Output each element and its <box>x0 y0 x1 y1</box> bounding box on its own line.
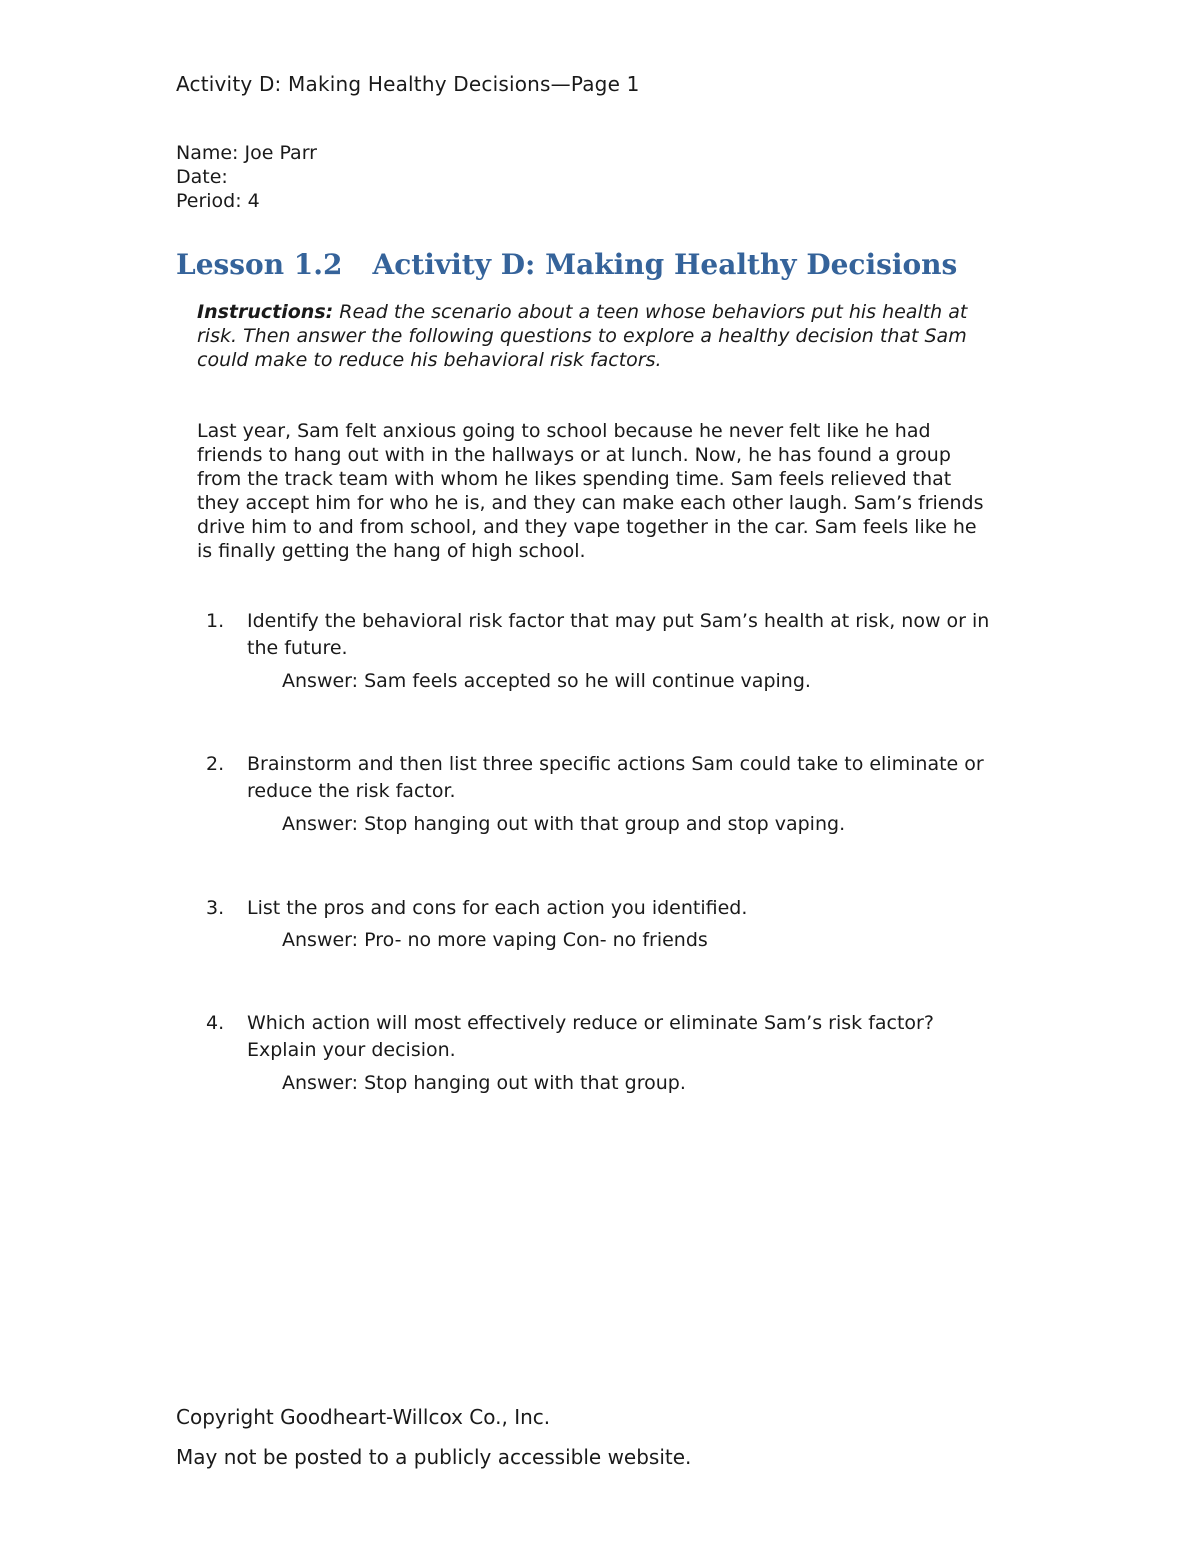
question-1 <box>206 608 1006 662</box>
posting-notice: May not be posted to a publicly accessible website. <box>176 1445 692 1469</box>
question-2 <box>206 751 1006 805</box>
lesson-number: Lesson 1.2 <box>176 248 343 281</box>
copyright-line: Copyright Goodheart-Willcox Co., Inc. <box>176 1405 551 1429</box>
question-text: List the pros and cons for each action you identified. <box>247 897 748 919</box>
answer-1: Answer: Sam feels accepted so he will continue vaping. <box>282 670 811 692</box>
question-number: 3. <box>206 897 225 919</box>
answer-2: Answer: Stop hanging out with that group and stop vaping. <box>282 813 846 835</box>
question-number: 1. <box>206 610 225 632</box>
question-4 <box>206 1010 1006 1064</box>
period-line: Period: 4 <box>176 190 260 212</box>
question-text: Brainstorm and then list three specific actions Sam could take to eliminate or reduce the risk factor. <box>247 753 984 802</box>
question-text: Identify the behavioral risk factor that may put Sam’s health at risk, now or in the future. <box>247 610 990 659</box>
answer-4: Answer: Stop hanging out with that group. <box>282 1072 686 1094</box>
student-name: Name: Joe Parr <box>176 142 317 164</box>
instructions-label: Instructions: <box>197 301 334 323</box>
instructions-text: Read the scenario about a teen whose behaviors put his health at risk. Then answer the following questions to explore a healthy decision that Sam could make to reduce his behavioral risk factors. <box>197 301 968 371</box>
answer-3: Answer: Pro- no more vaping Con- no friends <box>282 929 708 951</box>
question-number: 4. <box>206 1012 225 1034</box>
page-header: Activity D: Making Healthy Decisions—Page 1 <box>176 72 640 96</box>
instructions <box>197 300 1007 372</box>
scenario-paragraph: Last year, Sam felt anxious going to school because he never felt like he had friends to hang out with in the hallways or at lunch. Now, he has found a group from the track team with whom he likes spending time. Sam feels relieved that they accept him for who he is, and they can make each other laugh. Sam’s friends drive him to and from school, and they vape together in the car. Sam feels like he is finally getting the hang of high school. <box>197 420 984 562</box>
question-text: Which action will most effectively reduce or eliminate Sam’s risk factor? Explain your decision. <box>247 1012 934 1061</box>
question-number: 2. <box>206 753 225 775</box>
lesson-title: Activity D: Making Healthy Decisions <box>372 248 958 281</box>
date-line: Date: <box>176 166 228 188</box>
lesson-heading <box>176 248 957 281</box>
question-3 <box>206 895 1006 922</box>
